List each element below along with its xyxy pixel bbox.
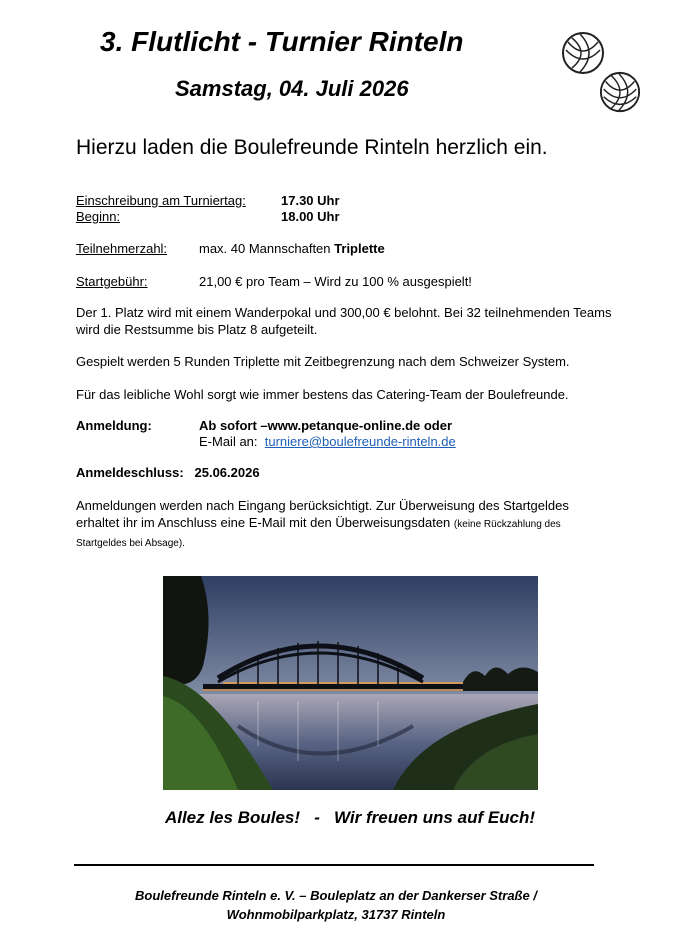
start-label: Beginn:: [76, 209, 121, 224]
boule-ball-icon: [598, 70, 642, 114]
registration-email-row: [199, 434, 456, 449]
prize-paragraph: Der 1. Platz wird mit einem Wanderpokal und 300,00 € belohnt. Bei 32 teilnehmenden Teams wird die Restsumme bis Platz 8 aufgeteilt.: [76, 305, 612, 337]
bridge-photo: [163, 576, 538, 790]
registration-label: Einschreibung am Turniertag:: [76, 193, 246, 208]
deadline-date: 25.06.2026: [194, 465, 260, 480]
participants-count: max. 40 Mannschaften: [199, 241, 331, 256]
email-label: E-Mail an:: [199, 434, 258, 449]
registration-time: 17.30 Uhr: [281, 193, 340, 208]
catering-paragraph: Für das leibliche Wohl sorgt wie immer bestens das Catering-Team der Boulefreunde.: [76, 387, 569, 402]
notice-main: Anmeldungen werden nach Eingang berücksichtigt. Zur Überweisung des Startgeldes erhaltet ihr im Anschluss eine E-Mail mit den Überweisungsdaten: [76, 498, 569, 530]
footer: [0, 886, 672, 924]
footer-divider: [74, 864, 594, 866]
fee-label: Startgebühr:: [76, 274, 148, 289]
deadline-label: Anmeldeschluss:: [76, 465, 184, 480]
deadline-row: [76, 465, 260, 480]
start-time: 18.00 Uhr: [281, 209, 340, 224]
participants-format: Triplette: [334, 241, 385, 256]
participants-value: [199, 241, 385, 256]
page-title: 3. Flutlicht - Turnier Rinteln: [100, 26, 464, 57]
notice-paragraph: [76, 497, 611, 552]
footer-line-1: Boulefreunde Rinteln e. V. – Bouleplatz an der Dankerser Straße /: [135, 888, 537, 903]
footer-line-2: Wohnmobilparkplatz, 31737 Rinteln: [226, 907, 446, 922]
participants-label: Teilnehmerzahl:: [76, 241, 168, 256]
registration-web: Ab sofort –www.petanque-online.de oder: [199, 418, 453, 433]
fee-value: 21,00 € pro Team – Wird zu 100 % ausgespielt!: [199, 274, 472, 289]
registration-heading: Anmeldung:: [76, 418, 152, 433]
event-date: Samstag, 04. Juli 2026: [175, 76, 409, 101]
slogan: Allez les Boules! - Wir freuen uns auf Euch!: [164, 808, 536, 827]
notice-small: (keine Rückzahlung des Startgeldes bei Absage).: [76, 519, 561, 549]
email-link[interactable]: turniere@boulefreunde-rinteln.de: [264, 434, 456, 449]
invitation-line: Hierzu laden die Boulefreunde Rinteln herzlich ein.: [76, 136, 548, 159]
rounds-paragraph: Gespielt werden 5 Runden Triplette mit Zeitbegrenzung nach dem Schweizer System.: [76, 354, 570, 369]
